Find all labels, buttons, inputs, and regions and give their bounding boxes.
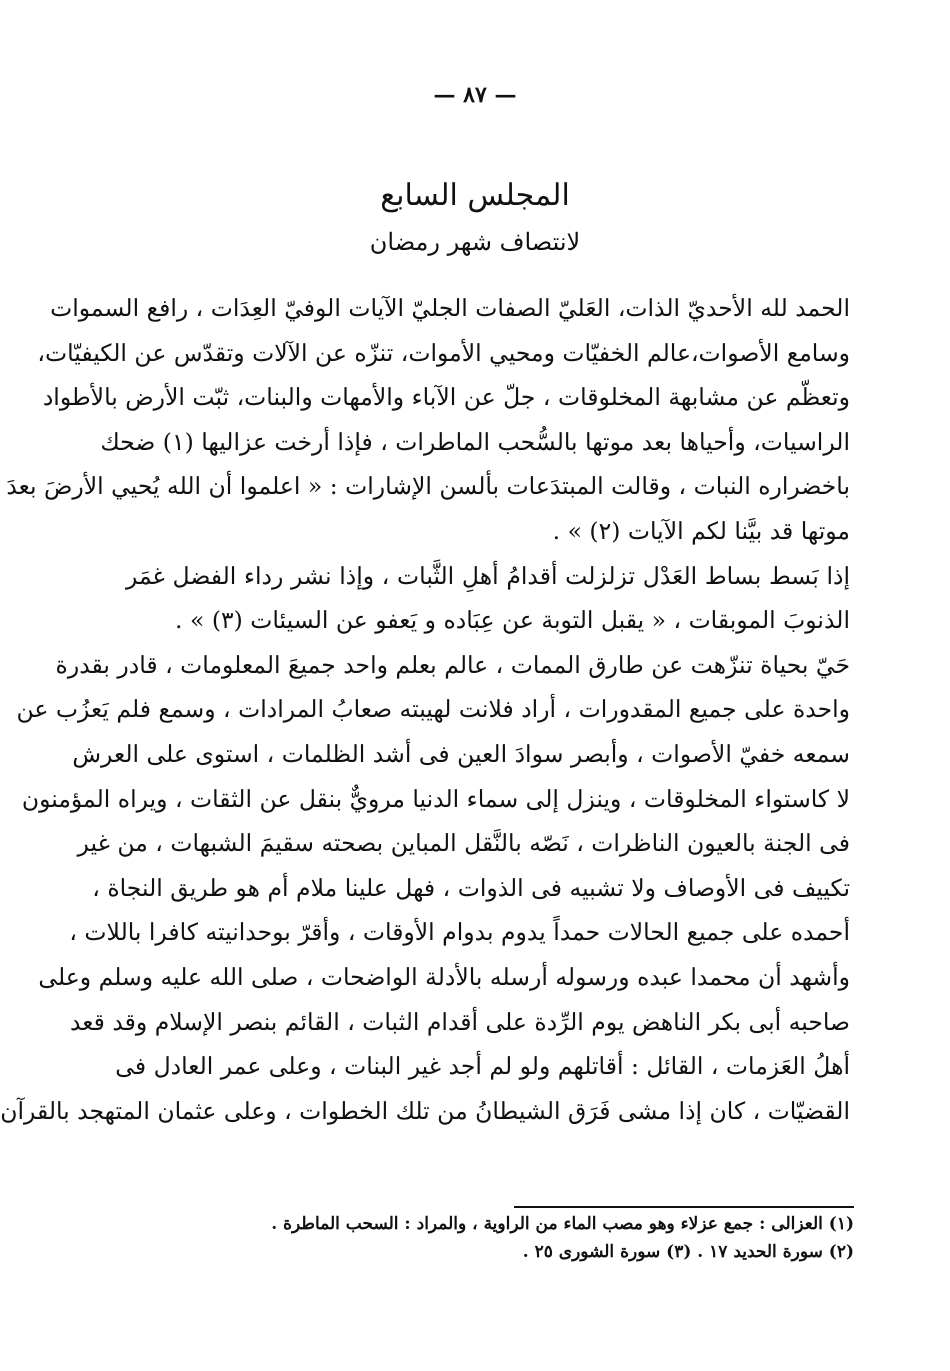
footnote: (١) العزالى : جمع عزلاء وهو مصب الماء من الراوية ، والمراد : السحب الماطرة . [271,1214,854,1234]
text-line: أهلُ العَزمات ، القائل : أقاتلهم ولو لم أجد غير البنات ، وعلى عمر العادل فى [115,1052,850,1081]
footnote: (٢) سورة الحديد ١٧ . (٣) سورة الشورى ٢٥ . [522,1242,854,1262]
text-line: وتعظّم عن مشابهة المخلوقات ، جلّ عن الآباء والأمهات والبنات، ثبّت الأرض بالأطواد [42,383,850,412]
text-line: أحمده على جميع الحالات حمداً يدوم بدوام الأوقات ، وأقرّ بوحدانيته كافرا باللات ، [69,918,850,947]
text-line: صاحبه أبى بكر الناهض يوم الرِّدة على أقدام الثبات ، القائم بنصر الإسلام وقد قعد [69,1007,850,1036]
text-line: موتها قد بيَّنا لكم الآيات (٢) » . [552,516,850,545]
text-line: حَيّ بحياة تنزّهت عن طارق الممات ، عالم بعلم واحد جميعَ المعلومات ، قادر بقدرة [55,650,850,679]
text-line: لا كاستواء المخلوقات ، وينزل إلى سماء الدنيا مرويٌّ بنقل عن الثقات ، ويراه المؤمنون [21,784,850,813]
page-number: — ٨٧ — [433,82,517,108]
text-line: تكييف فى الأوصاف ولا تشبيه فى الذوات ، فهل علينا ملام أم هو طريق النجاة ، [92,873,850,902]
text-line: وأشهد أن محمدا عبده ورسوله أرسله بالأدلة الواضحات ، صلى الله عليه وسلم وعلى [38,962,850,991]
text-line: باخضراره النبات ، وقالت المبتدَعات بألسن الإشارات : « اعلموا أن الله يُحيي الأرضَ بعدَ [6,472,850,501]
body-text [0,286,850,1133]
footnotes [254,1210,854,1266]
text-line: الراسيات، وأحياها بعد موتها بالسُّحب الماطرات ، فإذا أرخت عزاليها (١) ضحك [100,427,850,456]
text-line: الحمد لله الأحديّ الذات، العَليّ الصفات الجليّ الآيات الوفيّ العِدَات ، رافع السموات [50,294,850,322]
text-line: القضيّات ، كان إذا مشى فَرَق الشيطانُ من تلك الخطوات ، وعلى عثمان المتهجد بالقرآن [0,1096,850,1125]
text-line: فى الجنة بالعيون الناظرات ، نَصّه بالنَّقل المباين بصحته سقيمَ الشبهات ، من غير [77,829,850,858]
footnote-divider [514,1206,854,1208]
chapter-title: المجلس السابع [380,178,570,213]
text-line: وسامع الأصوات،عالم الخفيّات ومحيي الأموات، تنزّه عن الآلات وتقدّس عن الكيفيّات، [37,338,850,367]
text-line: إذا بَسط بساط العَدْل تزلزلت أقدامُ أهلِ الثَّبات ، وإذا نشر رداء الفضل غمَر [126,561,850,590]
text-line: سمعه خفيّ الأصوات ، وأبصر سوادَ العين فى أشد الظلمات ، استوى على العرش [72,739,850,768]
text-line: واحدة على جميع المقدورات ، أراد فلانت لهيبته صعابُ المرادات ، وسمع فلم يَعزُب عن [16,695,850,724]
text-line: الذنوبَ الموبقات ، « يقبل التوبة عن عِبَاده و يَعفو عن السيئات (٣) » . [175,606,850,635]
chapter-subtitle: لانتصاف شهر رمضان [369,228,581,256]
